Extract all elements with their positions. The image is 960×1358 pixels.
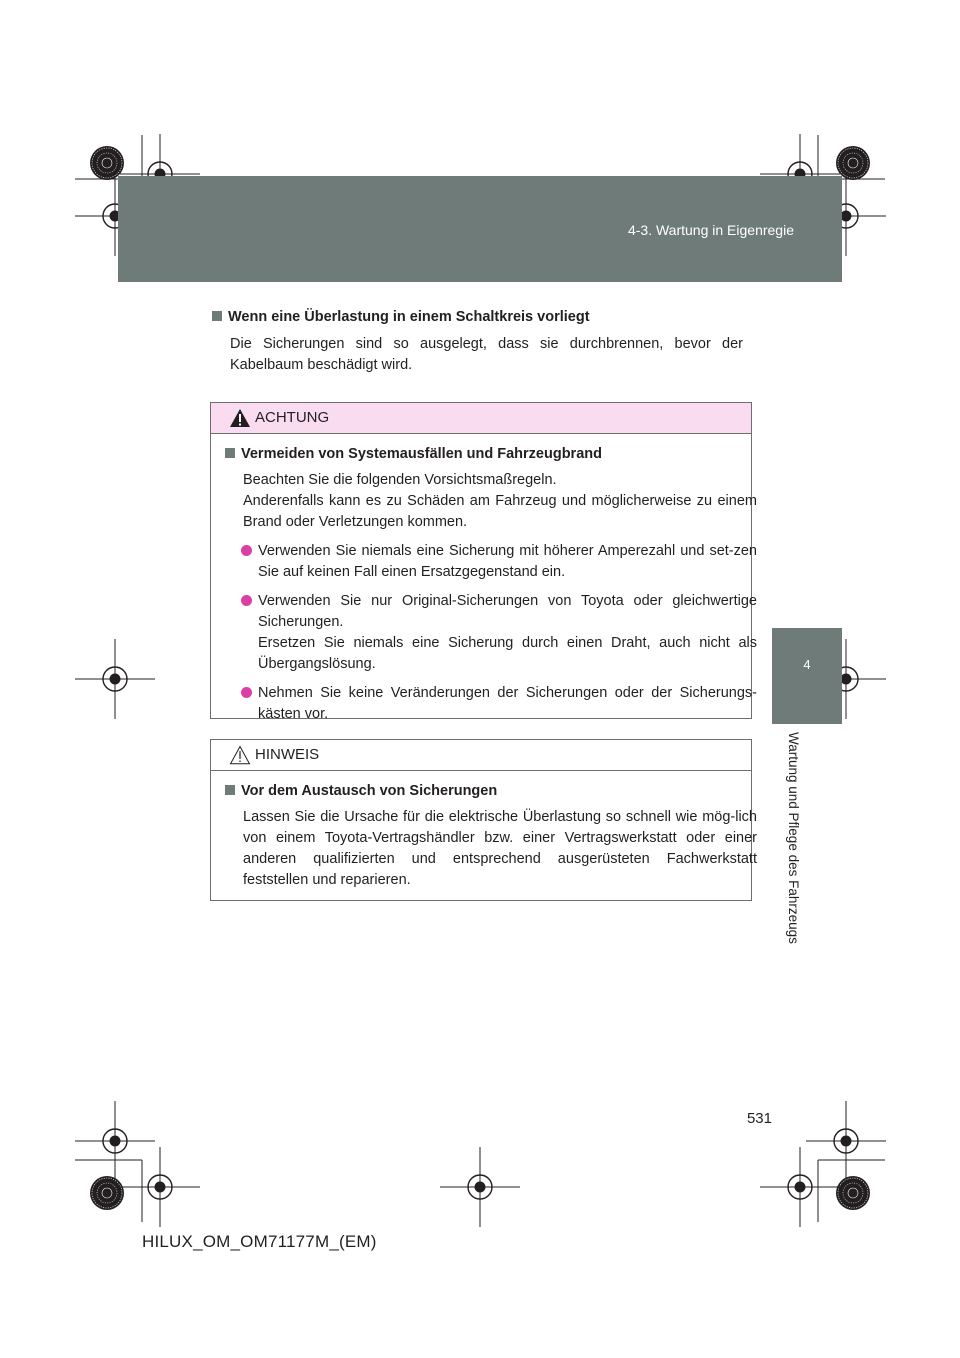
- registration-wheel-icon: [90, 1176, 124, 1210]
- notice-item-heading: [225, 783, 741, 799]
- registration-wheel-icon: [90, 146, 124, 180]
- caution-box: [210, 402, 757, 722]
- registration-cross-icon: [75, 1101, 155, 1181]
- chapter-number: 4: [803, 657, 811, 672]
- registration-cross-icon: [120, 1147, 200, 1227]
- square-bullet-icon: [225, 785, 235, 795]
- print-stamp: HILUX_OM_OM71177M_(EM).book Page 531 Wednesday, May 16, 2012 1:28 PM: [178, 166, 561, 176]
- caution-bullet-text: Verwenden Sie niemals eine Sicherung mit höherer Amperezahl und set-zen Sie auf keinen Fall einen Ersatzgegenstand ein.: [258, 543, 757, 580]
- caution-intro-line-1: Beachten Sie die folgenden Vorsichtsmaßregeln.: [243, 472, 557, 488]
- round-bullet-icon: [241, 687, 252, 698]
- caution-bullet-text: Verwenden Sie nur Original-Sicherungen von Toyota oder gleichwertige Sicherungen.: [258, 593, 757, 630]
- caution-bullet-text: Nehmen Sie keine Veränderungen der Sicherungen oder der Sicherungs-kästen vor.: [258, 685, 757, 722]
- notice-title: HINWEIS: [255, 746, 320, 763]
- notice-item-heading-text: Vor dem Austausch von Sicherungen: [241, 783, 498, 799]
- caution-intro-line-2: Anderenfalls kann es zu Schäden am Fahrzeug und möglicherweise zu einem Brand oder Verletzungen kommen.: [243, 493, 757, 530]
- chapter-tab: [772, 628, 842, 724]
- intro-heading: [212, 309, 590, 325]
- caution-box-header: [211, 403, 751, 434]
- warning-triangle-icon: [229, 408, 251, 428]
- chapter-title-vertical: [781, 732, 807, 972]
- caution-body: [211, 434, 757, 739]
- registration-cross-icon: [760, 1147, 840, 1227]
- round-bullet-icon: [241, 595, 252, 606]
- registration-wheel-icon: [836, 1176, 870, 1210]
- notice-triangle-icon: [229, 745, 251, 765]
- intro-paragraph: Die Sicherungen sind so ausgelegt, dass sie durchbrennen, bevor der Kabelbaum beschädigt wird.: [230, 336, 743, 373]
- caution-title: ACHTUNG: [255, 409, 330, 426]
- notice-box-header: [211, 740, 751, 771]
- square-bullet-icon: [212, 311, 222, 321]
- caution-item-heading-text: Vermeiden von Systemausfällen und Fahrzeugbrand: [241, 446, 602, 462]
- caution-bullet: [241, 541, 757, 583]
- registration-cross-icon: [440, 1147, 520, 1227]
- caution-bullet: [241, 591, 757, 675]
- notice-box: [210, 739, 757, 901]
- square-bullet-icon: [225, 448, 235, 458]
- notice-paragraph: Lassen Sie die Ursache für die elektrische Überlastung so schnell wie mög-lich von einem Toyota-Vertragshändler bzw. einer Vertragswerkstatt oder einer anderen qualifizierten und entsprechend ausgerüsteten Fachwerkstatt feststellen und reparieren.: [243, 809, 757, 888]
- section-title: 4-3. Wartung in Eigenregie: [627, 222, 794, 238]
- page-number: 531: [746, 1110, 772, 1127]
- registration-cross-icon: [75, 639, 155, 719]
- chapter-title-text: Wartung und Pflege des Fahrzeugs: [786, 732, 801, 944]
- notice-body: [211, 771, 757, 905]
- document-id: HILUX_OM_OM71177M_(EM): [142, 1232, 377, 1251]
- caution-item-heading: [225, 446, 741, 462]
- caution-bullet-text-2: Ersetzen Sie niemals eine Sicherung durch einen Draht, auch nicht als Übergangslösung.: [258, 635, 757, 672]
- intro-heading-text: Wenn eine Überlastung in einem Schaltkreis vorliegt: [228, 309, 590, 325]
- registration-wheel-icon: [836, 146, 870, 180]
- round-bullet-icon: [241, 545, 252, 556]
- caution-bullet: [241, 683, 757, 725]
